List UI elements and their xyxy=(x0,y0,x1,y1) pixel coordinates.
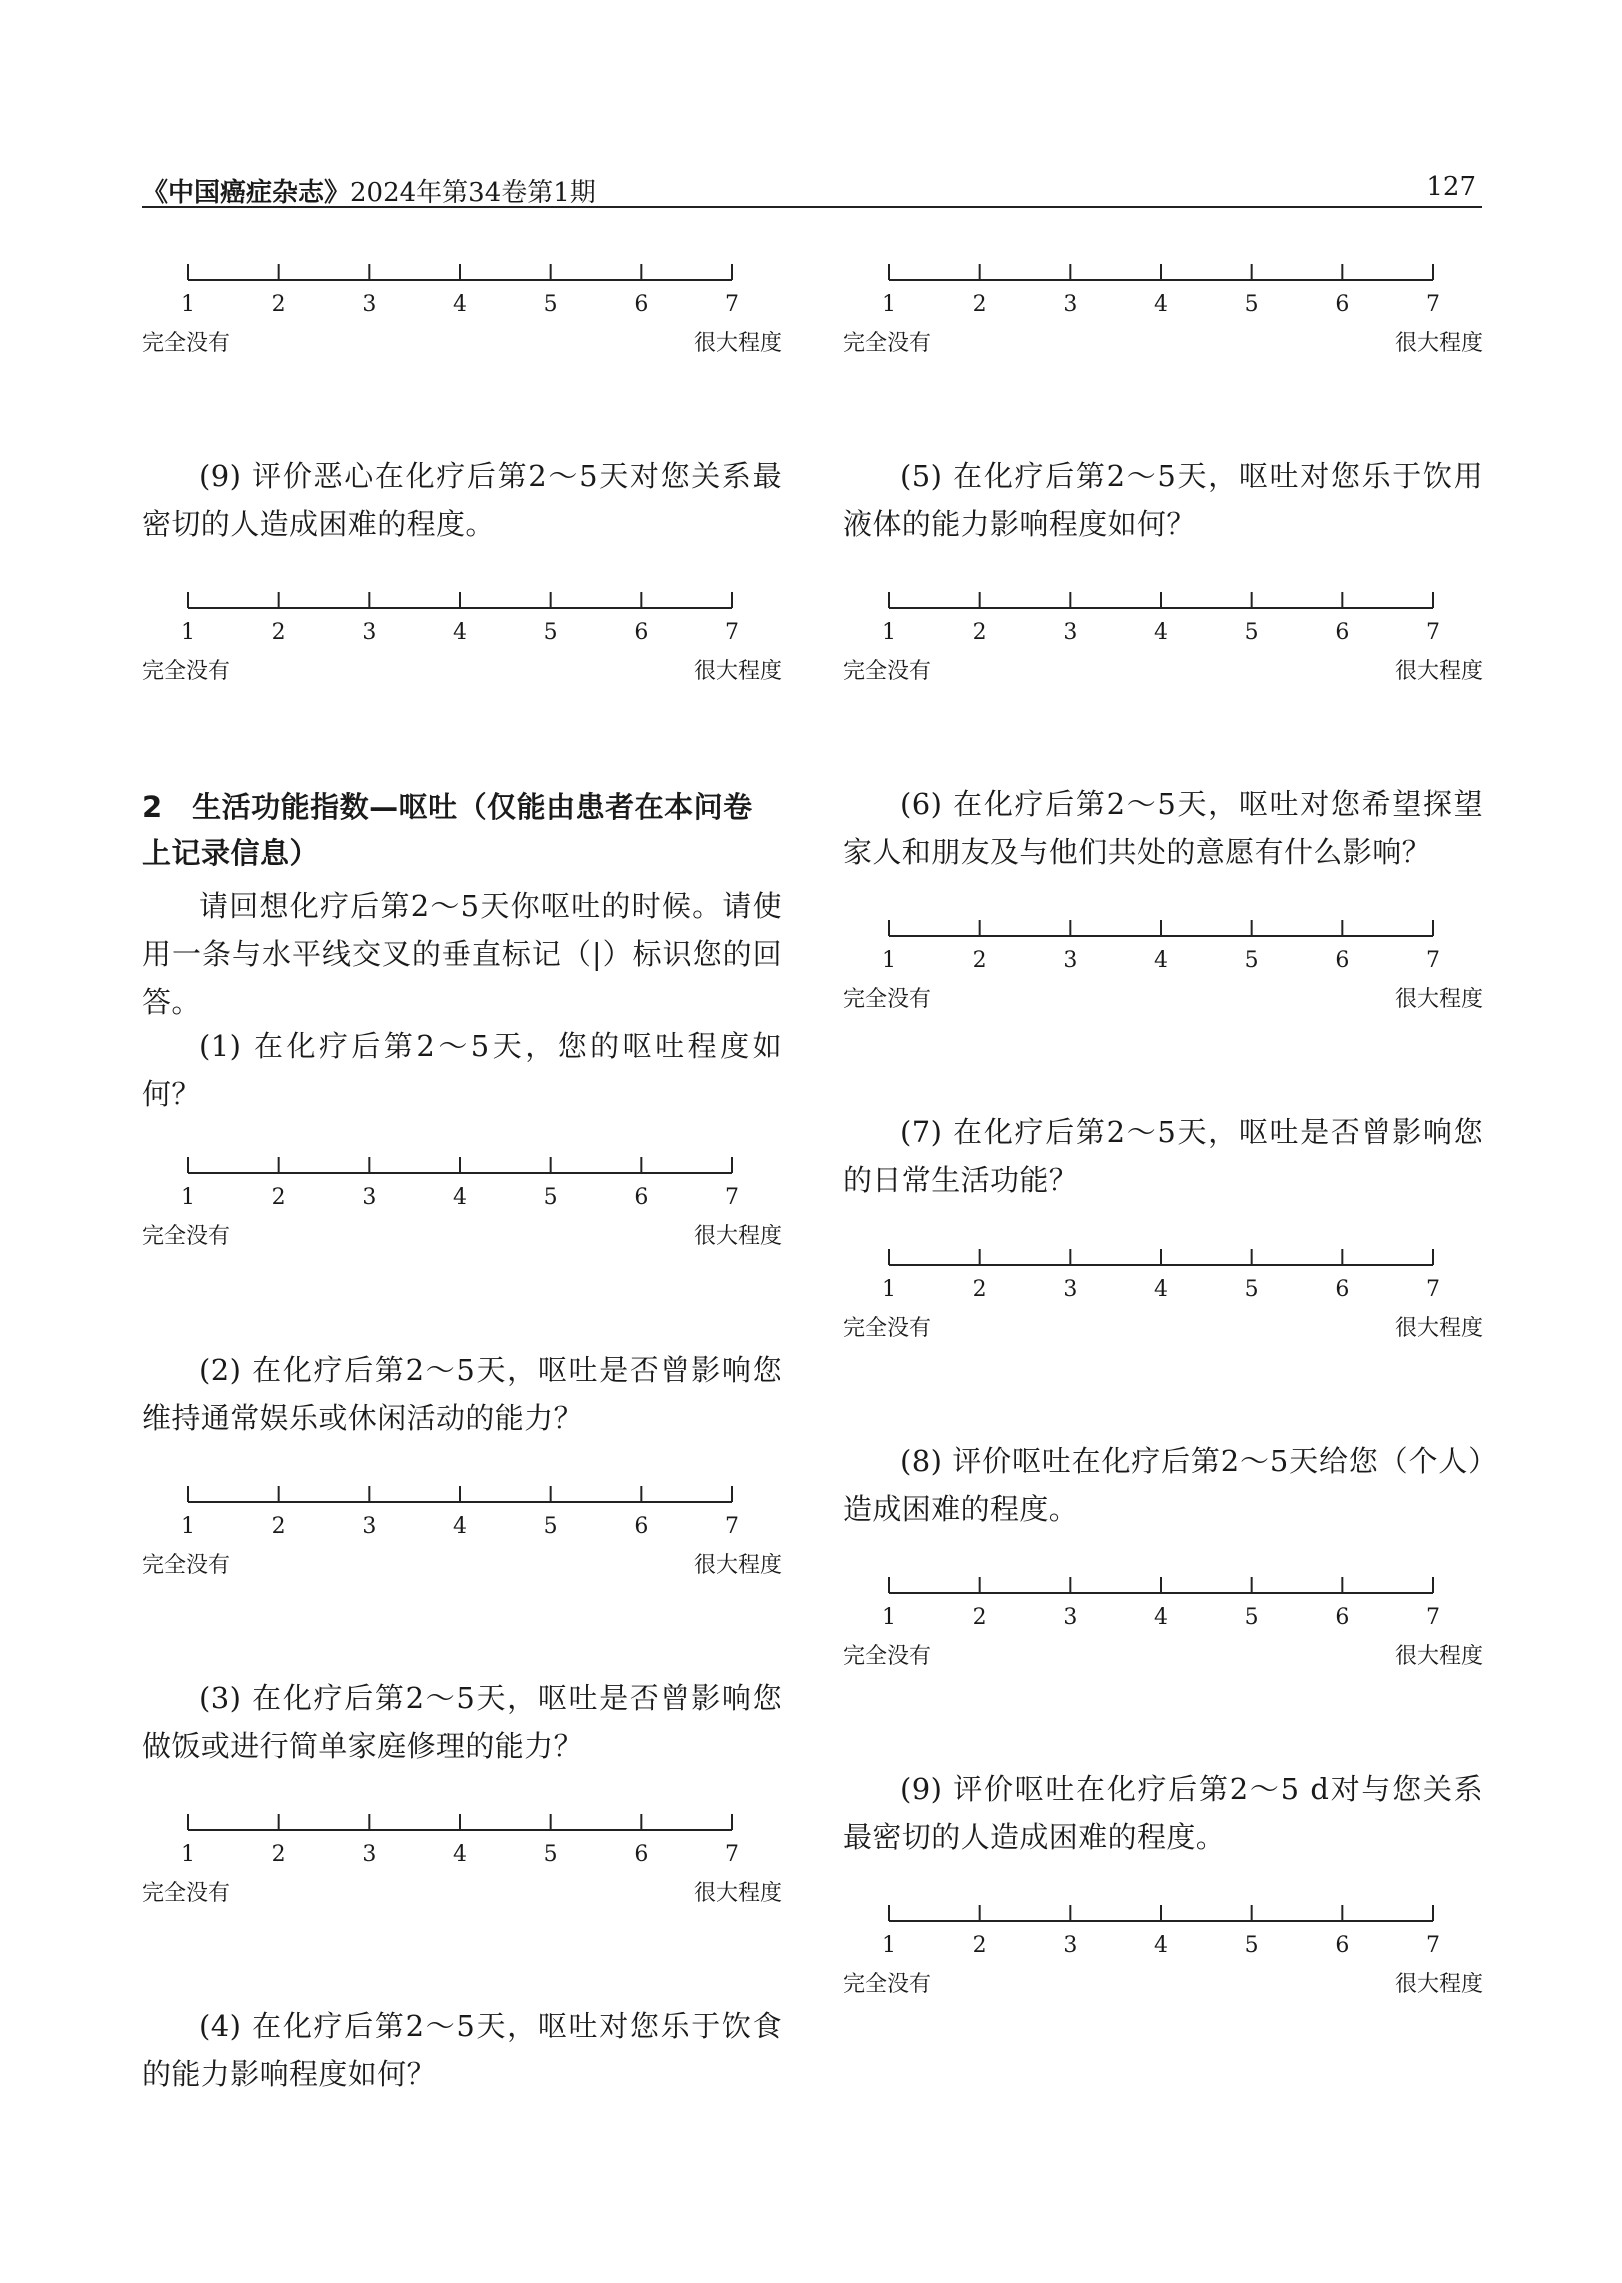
scale-tick-label: 1 xyxy=(882,292,896,317)
scale-low-label: 完全没有 xyxy=(843,659,932,684)
question-vomit-8 xyxy=(843,1437,1483,1533)
scale-low-label: 完全没有 xyxy=(843,1972,932,1997)
scale-tick-label: 4 xyxy=(453,1514,467,1539)
scale-tick-label: 7 xyxy=(725,620,739,645)
scale-tick-label: 4 xyxy=(1154,1605,1168,1630)
scale-high-label: 很大程度 xyxy=(693,1224,782,1249)
question-text: (5) 在化疗后第2～5天，呕吐对您乐于饮用液体的能力影响程度如何？ xyxy=(843,459,1483,541)
scale-high-label: 很大程度 xyxy=(693,1553,782,1578)
scale-tick-label: 3 xyxy=(1063,1277,1078,1302)
scale-low-label: 完全没有 xyxy=(843,1644,932,1669)
scale-high-label: 很大程度 xyxy=(1394,659,1483,684)
scale-tick-label: 6 xyxy=(634,1514,649,1539)
scale-tick-label: 3 xyxy=(1063,1933,1078,1958)
scale-tick-label: 5 xyxy=(543,292,558,317)
scale-tick-label: 2 xyxy=(972,292,987,317)
scale-tick-label: 2 xyxy=(271,1842,286,1867)
scale-tick-label: 3 xyxy=(1063,292,1078,317)
scale-tick-label: 7 xyxy=(1426,292,1440,317)
scale-tick-label: 2 xyxy=(972,1933,987,1958)
scale-tick-label: 7 xyxy=(725,1842,739,1867)
scale-tick-label: 6 xyxy=(1335,620,1350,645)
scale-tick-label: 3 xyxy=(1063,1605,1078,1630)
question-vomit-3 xyxy=(142,1674,782,1770)
scale-tick-label: 5 xyxy=(543,1514,558,1539)
scale-tick-label: 1 xyxy=(882,948,896,973)
scale-tick-label: 4 xyxy=(453,1842,467,1867)
rating-scale[interactable] xyxy=(142,262,782,358)
scale-high-label: 很大程度 xyxy=(693,659,782,684)
scale-high-label: 很大程度 xyxy=(1394,1972,1483,1997)
scale-tick-label: 6 xyxy=(634,620,649,645)
scale-tick-label: 7 xyxy=(1426,620,1440,645)
scale-tick-label: 1 xyxy=(181,1185,195,1210)
rating-scale[interactable] xyxy=(843,918,1483,1014)
scale-low-label: 完全没有 xyxy=(843,987,932,1012)
scale-tick-label: 1 xyxy=(882,1933,896,1958)
scale-tick-label: 6 xyxy=(634,292,649,317)
scale-tick-label: 5 xyxy=(543,1185,558,1210)
scale-tick-label: 7 xyxy=(1426,948,1440,973)
scale-tick-label: 3 xyxy=(362,1842,377,1867)
scale-tick-label: 2 xyxy=(271,1514,286,1539)
scale-tick-label: 3 xyxy=(362,1185,377,1210)
scale-low-label: 完全没有 xyxy=(142,659,231,684)
scale-tick-label: 5 xyxy=(543,620,558,645)
scale-tick-label: 7 xyxy=(1426,1933,1440,1958)
scale-tick-label: 6 xyxy=(1335,1933,1350,1958)
scale-tick-label: 4 xyxy=(453,620,467,645)
scale-line[interactable] xyxy=(843,1903,1483,1933)
scale-line[interactable] xyxy=(142,262,782,292)
journal-name: 《中国癌症杂志》 xyxy=(142,178,351,208)
scale-high-label: 很大程度 xyxy=(693,331,782,356)
scale-low-label: 完全没有 xyxy=(843,331,932,356)
page-number: 127 xyxy=(1426,172,1476,202)
instructions xyxy=(142,882,782,1026)
section-title: 2 生活功能指数—呕吐（仅能由患者在本问卷上记录信息） xyxy=(142,790,753,870)
scale-tick-label: 2 xyxy=(972,948,987,973)
scale-line[interactable] xyxy=(843,918,1483,948)
scale-line[interactable] xyxy=(142,590,782,620)
scale-tick-label: 1 xyxy=(882,1277,896,1302)
scale-tick-label: 2 xyxy=(972,620,987,645)
scale-tick-label: 7 xyxy=(725,1185,739,1210)
scale-tick-label: 5 xyxy=(1244,1933,1259,1958)
rating-scale[interactable] xyxy=(843,1903,1483,1999)
question-vomit-7 xyxy=(843,1108,1483,1204)
question-text: (7) 在化疗后第2～5天，呕吐是否曾影响您的日常生活功能？ xyxy=(843,1115,1483,1197)
question-text: (9) 评价恶心在化疗后第2～5天对您关系最密切的人造成困难的程度。 xyxy=(142,459,782,541)
question-text: (6) 在化疗后第2～5天，呕吐对您希望探望家人和朋友及与他们共处的意愿有什么影响？ xyxy=(843,787,1483,869)
page-header xyxy=(142,168,1482,208)
scale-low-label: 完全没有 xyxy=(142,331,231,356)
scale-tick-label: 5 xyxy=(1244,948,1259,973)
scale-tick-label: 5 xyxy=(543,1842,558,1867)
question-text: (3) 在化疗后第2～5天，呕吐是否曾影响您做饭或进行简单家庭修理的能力？ xyxy=(142,1681,782,1763)
scale-tick-label: 1 xyxy=(181,1514,195,1539)
question-vomit-6 xyxy=(843,780,1483,876)
scale-tick-label: 1 xyxy=(181,292,195,317)
question-vomit-1 xyxy=(142,1022,782,1118)
rating-scale[interactable] xyxy=(142,590,782,686)
journal-citation xyxy=(142,172,596,209)
scale-tick-label: 3 xyxy=(362,292,377,317)
scale-tick-label: 7 xyxy=(1426,1277,1440,1302)
scale-tick-label: 4 xyxy=(453,1185,467,1210)
scale-tick-label: 4 xyxy=(1154,1933,1168,1958)
question-vomit-5 xyxy=(843,452,1483,548)
scale-tick-label: 2 xyxy=(271,1185,286,1210)
scale-line[interactable] xyxy=(142,1812,782,1842)
scale-tick-label: 6 xyxy=(1335,1605,1350,1630)
scale-high-label: 很大程度 xyxy=(1394,987,1483,1012)
scale-tick-label: 7 xyxy=(725,1514,739,1539)
journal-issue: 2024年第34卷第1期 xyxy=(350,178,596,208)
question-text: (8) 评价呕吐在化疗后第2～5天给您（个人）造成困难的程度。 xyxy=(843,1444,1483,1526)
scale-line[interactable] xyxy=(142,1484,782,1514)
scale-tick-label: 4 xyxy=(1154,292,1168,317)
scale-low-label: 完全没有 xyxy=(142,1881,231,1906)
scale-tick-label: 6 xyxy=(1335,948,1350,973)
question-text: (1) 在化疗后第2～5天，您的呕吐程度如何？ xyxy=(142,1029,782,1111)
scale-tick-label: 4 xyxy=(1154,948,1168,973)
scale-low-label: 完全没有 xyxy=(142,1224,231,1249)
scale-tick-label: 2 xyxy=(972,1605,987,1630)
scale-tick-label: 7 xyxy=(725,292,739,317)
scale-tick-label: 6 xyxy=(1335,1277,1350,1302)
scale-tick-label: 5 xyxy=(1244,620,1259,645)
scale-tick-label: 1 xyxy=(882,1605,896,1630)
question-text: (9) 评价呕吐在化疗后第2～5 d对与您关系最密切的人造成困难的程度。 xyxy=(843,1772,1483,1854)
rating-scale[interactable] xyxy=(843,590,1483,686)
question-vomit-9 xyxy=(843,1765,1483,1861)
rating-scale[interactable] xyxy=(843,1247,1483,1343)
scale-line[interactable] xyxy=(843,262,1483,292)
question-vomit-4 xyxy=(142,2002,782,2098)
scale-line[interactable] xyxy=(142,1155,782,1185)
scale-tick-label: 5 xyxy=(1244,1605,1259,1630)
scale-tick-label: 4 xyxy=(453,292,467,317)
question-vomit-2 xyxy=(142,1346,782,1442)
scale-tick-label: 4 xyxy=(1154,1277,1168,1302)
scale-tick-label: 3 xyxy=(362,1514,377,1539)
scale-tick-label: 5 xyxy=(1244,1277,1259,1302)
scale-tick-label: 4 xyxy=(1154,620,1168,645)
scale-tick-label: 5 xyxy=(1244,292,1259,317)
scale-tick-label: 2 xyxy=(271,292,286,317)
scale-tick-label: 6 xyxy=(1335,292,1350,317)
rating-scale[interactable] xyxy=(142,1484,782,1580)
scale-tick-label: 2 xyxy=(972,1277,987,1302)
scale-line[interactable] xyxy=(843,1575,1483,1605)
scale-tick-label: 1 xyxy=(882,620,896,645)
question-text: (2) 在化疗后第2～5天，呕吐是否曾影响您维持通常娱乐或休闲活动的能力？ xyxy=(142,1353,782,1435)
scale-tick-label: 2 xyxy=(271,620,286,645)
scale-tick-label: 3 xyxy=(1063,948,1078,973)
scale-high-label: 很大程度 xyxy=(1394,1316,1483,1341)
instructions-text: 请回想化疗后第2～5天你呕吐的时候。请使用一条与水平线交叉的垂直标记（|）标识您的回答。 xyxy=(142,889,782,1019)
rating-scale[interactable] xyxy=(843,262,1483,358)
question-nausea-9 xyxy=(142,452,782,548)
scale-tick-label: 7 xyxy=(1426,1605,1440,1630)
scale-low-label: 完全没有 xyxy=(843,1316,932,1341)
scale-line[interactable] xyxy=(843,590,1483,620)
scale-tick-label: 6 xyxy=(634,1842,649,1867)
scale-tick-label: 3 xyxy=(1063,620,1078,645)
scale-high-label: 很大程度 xyxy=(1394,331,1483,356)
scale-tick-label: 1 xyxy=(181,620,195,645)
scale-low-label: 完全没有 xyxy=(142,1553,231,1578)
rating-scale[interactable] xyxy=(843,1575,1483,1671)
scale-tick-label: 3 xyxy=(362,620,377,645)
scale-high-label: 很大程度 xyxy=(1394,1644,1483,1669)
scale-line[interactable] xyxy=(843,1247,1483,1277)
question-text: (4) 在化疗后第2～5天，呕吐对您乐于饮食的能力影响程度如何？ xyxy=(142,2009,782,2091)
scale-tick-label: 6 xyxy=(634,1185,649,1210)
rating-scale[interactable] xyxy=(142,1812,782,1908)
rating-scale[interactable] xyxy=(142,1155,782,1251)
scale-tick-label: 1 xyxy=(181,1842,195,1867)
scale-high-label: 很大程度 xyxy=(693,1881,782,1906)
